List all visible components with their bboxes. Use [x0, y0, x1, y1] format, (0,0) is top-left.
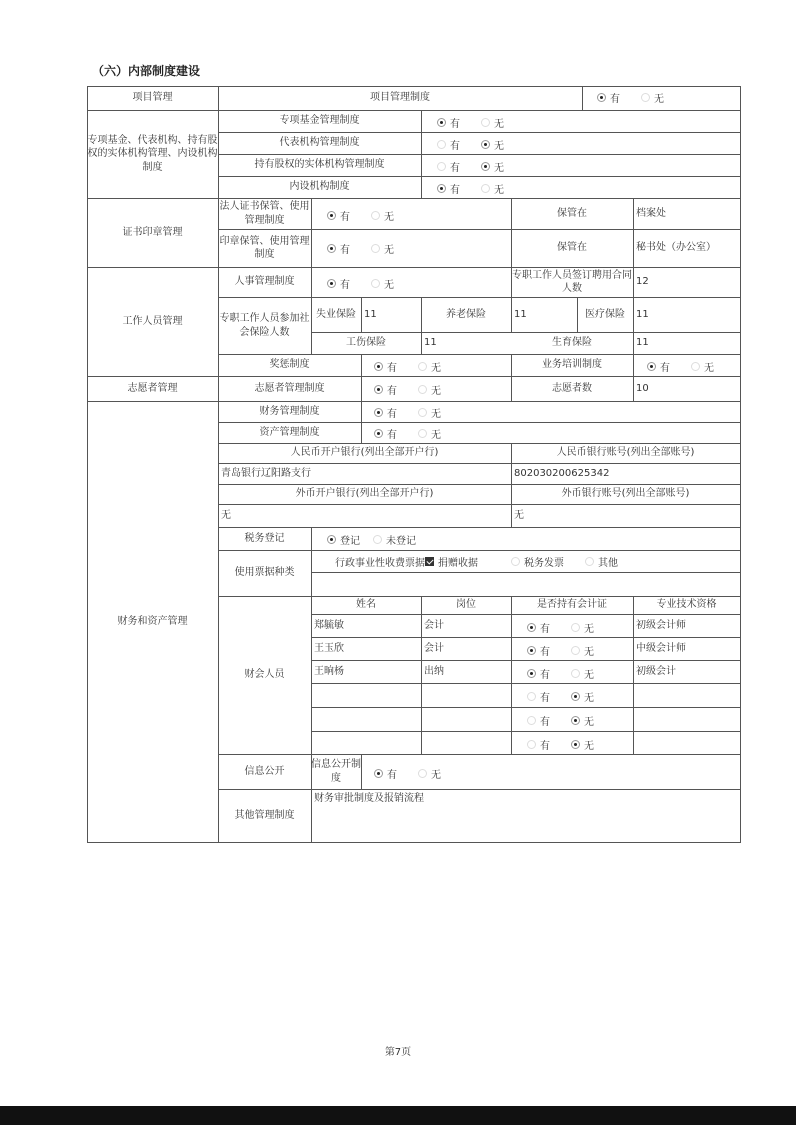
volunteer-count-label: [511, 376, 633, 401]
radio-label: 有: [450, 119, 460, 130]
radio-selected-icon: [327, 279, 336, 288]
volunteer-count-value-text: 10: [636, 382, 649, 394]
radio-label: 无: [494, 163, 504, 174]
volunteer-count-label-text: 志愿者数: [552, 382, 592, 394]
acct-header-2: [511, 596, 633, 614]
hr-system-yes[interactable]: [327, 276, 350, 291]
radio-unselected-icon: [527, 740, 536, 749]
radio-unselected-icon: [571, 623, 580, 632]
accountant-4-certificate-yes[interactable]: [527, 713, 550, 728]
radio-label: 有: [540, 717, 550, 728]
special-fund-label-text: 专项基金、代表机构、持有股权的实体机构管理、内设机构制度: [87, 134, 218, 173]
radio-label: 有: [610, 94, 620, 105]
accountant-5-certificate-no[interactable]: [571, 737, 594, 752]
rmb-bank-value: [218, 463, 514, 484]
asset-system-label: [218, 422, 361, 443]
radio-label: 无: [584, 646, 594, 658]
special-row-0-no[interactable]: [481, 115, 504, 130]
radio-unselected-icon: [371, 211, 380, 220]
radio-label: 无: [384, 280, 394, 291]
reward-system-yes[interactable]: [374, 359, 397, 374]
seal-keeper-label-2: [511, 229, 633, 267]
radio-unselected-icon: [418, 362, 427, 371]
contract-count-value: [633, 267, 743, 297]
receipt-type-other[interactable]: [585, 554, 618, 569]
finance-system-label-text: 财务管理制度: [259, 405, 320, 417]
seal-keeper-label-1-text: 保管在: [557, 207, 587, 219]
rmb-account-value-text: 802030200625342: [514, 467, 610, 479]
fx-account-header-text: 外币银行账号(列出全部账号): [561, 488, 690, 500]
receipt-type-label: 税务发票: [524, 558, 564, 569]
maternity-value-text: 11: [636, 337, 649, 349]
disclosure-system-no[interactable]: [418, 766, 441, 781]
maternity-value: [633, 332, 743, 354]
table-rule: [311, 731, 741, 732]
unemployment-label-text: 失业保险: [316, 308, 356, 320]
radio-selected-icon: [527, 646, 536, 655]
radio-label: 无: [584, 717, 594, 728]
radio-selected-icon: [374, 769, 383, 778]
radio-unselected-icon: [527, 716, 536, 725]
radio-label: 无: [584, 693, 594, 704]
radio-label: 无: [704, 363, 714, 374]
accountant-4-certificate-no[interactable]: [571, 713, 594, 728]
finance-system-no[interactable]: [418, 405, 441, 420]
reward-system-label: [218, 354, 361, 376]
accountants-label: [218, 596, 311, 754]
radio-label: 有: [540, 623, 550, 635]
staff-management-label-text: 工作人员管理: [122, 315, 183, 327]
project-management-label: [87, 86, 218, 110]
radio-selected-icon: [374, 385, 383, 394]
accountant-2-certificate-no[interactable]: [571, 666, 594, 681]
radio-selected-icon: [437, 184, 446, 193]
training-system-label-text: 业务培训制度: [542, 359, 602, 371]
other-systems-value-text: 财务审批制度及报销流程: [314, 793, 424, 804]
radio-label: 有: [660, 363, 670, 374]
training-system-yes[interactable]: [647, 359, 670, 374]
insured-count-label: [218, 297, 311, 354]
special-row-3-label-text: 内设机构制度: [289, 181, 350, 193]
accountant-2-certificate-yes[interactable]: [527, 666, 550, 681]
project-management-label-text: 项目管理: [132, 92, 173, 104]
accountant-2-post: [421, 660, 514, 683]
radio-label: 有: [340, 280, 350, 291]
tax-registration-label: [218, 527, 311, 550]
special-row-1-no[interactable]: [481, 137, 504, 152]
radio-selected-icon: [527, 669, 536, 678]
internal-system-table: [87, 86, 740, 842]
special-row-3-no[interactable]: [481, 181, 504, 196]
radio-label: 有: [540, 669, 550, 681]
radio-unselected-icon: [437, 140, 446, 149]
special-row-3-label: [218, 176, 421, 198]
seal-keeper-value-1-text: 档案处: [636, 207, 666, 219]
disclosure-system-label: [311, 754, 361, 789]
radio-unselected-icon: [641, 93, 650, 102]
receipt-types-label-text: 使用票据种类: [234, 567, 295, 579]
checkbox-unchecked-icon: [511, 557, 520, 566]
acct-header-0-text: 姓名: [356, 599, 376, 611]
pension-value: [511, 297, 580, 332]
radio-label: 有: [387, 430, 397, 441]
pension-label: [421, 297, 511, 332]
accountant-5-certificate-yes[interactable]: [527, 737, 550, 752]
radio-unselected-icon: [418, 385, 427, 394]
training-system-label: [511, 354, 633, 376]
tax-unregistered[interactable]: [373, 532, 416, 547]
table-rule: [311, 707, 741, 708]
asset-system-no[interactable]: [418, 426, 441, 441]
accountant-0-certificate-yes[interactable]: [527, 620, 550, 635]
radio-selected-icon: [374, 408, 383, 417]
radio-unselected-icon: [481, 118, 490, 127]
accountant-0-name: [311, 614, 424, 637]
special-row-2-no[interactable]: [481, 159, 504, 174]
radio-unselected-icon: [418, 429, 427, 438]
radio-label: 有: [387, 409, 397, 420]
special-row-0-label: [218, 110, 421, 132]
rmb-bank-header: [218, 443, 511, 463]
radio-label: 未登记: [386, 536, 416, 547]
acct-header-1-text: 岗位: [456, 599, 476, 611]
radio-label: 登记: [340, 536, 360, 547]
other-systems-label-text: 其他管理制度: [234, 809, 295, 821]
injury-value: [421, 332, 514, 354]
radio-label: 无: [494, 141, 504, 152]
seal-row2-yes[interactable]: [327, 241, 350, 256]
injury-label: [311, 332, 421, 354]
table-rule: [311, 572, 741, 573]
project-system-no[interactable]: [641, 90, 664, 105]
special-fund-label: [87, 110, 218, 198]
table-rule: [311, 198, 312, 268]
accountant-2-post-text: 出纳: [424, 665, 444, 677]
accountant-1-certificate-yes[interactable]: [527, 643, 550, 658]
receipt-type-label: 其他: [598, 558, 618, 569]
scan-border: [0, 1106, 796, 1125]
reward-system-label-text: 奖惩制度: [269, 359, 310, 371]
tax-registration-label-text: 税务登记: [244, 532, 285, 544]
seal-row1-label-text: 法人证书保管、使用管理制度: [219, 201, 310, 226]
medical-label-text: 医疗保险: [585, 308, 625, 320]
radio-unselected-icon: [481, 184, 490, 193]
accountant-1-name: [311, 637, 424, 660]
table-rule: [361, 376, 362, 402]
accountant-2-title: [633, 660, 743, 683]
radio-label: 无: [584, 740, 594, 752]
table-rule: [421, 110, 422, 199]
receipt-type-label: 行政事业性收费票据: [335, 558, 425, 569]
maternity-label-text: 生育保险: [552, 337, 592, 349]
fx-account-header: [511, 484, 740, 504]
radio-label: 有: [387, 770, 397, 781]
seal-keeper-label-2-text: 保管在: [557, 242, 587, 254]
disclosure-system-label-text: 信息公开制度: [311, 759, 361, 784]
acct-header-2-text: 是否持有会计证: [537, 599, 607, 611]
training-system-no[interactable]: [691, 359, 714, 374]
maternity-label: [511, 332, 633, 354]
tax-registered[interactable]: [327, 532, 360, 547]
reward-system-no[interactable]: [418, 359, 441, 374]
acct-header-1: [421, 596, 511, 614]
seal-keeper-value-2: [633, 229, 743, 267]
volunteer-system-label: [218, 376, 361, 401]
special-row-2-label: [218, 154, 421, 176]
volunteer-management-label-text: 志愿者管理: [127, 382, 178, 394]
radio-unselected-icon: [691, 362, 700, 371]
accountant-3-certificate-no[interactable]: [571, 689, 594, 704]
radio-selected-icon: [327, 211, 336, 220]
seal-keeper-label-1: [511, 198, 633, 229]
receipt-types-label: [218, 550, 311, 596]
radio-unselected-icon: [527, 692, 536, 701]
radio-selected-icon: [437, 118, 446, 127]
radio-selected-icon: [327, 244, 336, 253]
asset-system-yes[interactable]: [374, 426, 397, 441]
radio-label: 无: [584, 669, 594, 681]
radio-label: 有: [340, 212, 350, 223]
volunteer-system-no[interactable]: [418, 382, 441, 397]
fx-bank-header-text: 外币开户银行(列出全部开户行): [295, 488, 434, 500]
insured-count-label-text: 专职工作人员参加社会保险人数: [219, 313, 310, 338]
finance-management-label: [87, 401, 218, 842]
radio-label: 有: [450, 185, 460, 196]
special-row-0-label-text: 专项基金管理制度: [279, 115, 360, 127]
accountant-1-title: [633, 637, 743, 660]
other-systems-label: [218, 789, 311, 842]
finance-management-label-text: 财务和资产管理: [117, 615, 188, 627]
radio-unselected-icon: [571, 646, 580, 655]
accountant-1-title-text: 中级会计师: [636, 642, 686, 654]
receipt-type-donation[interactable]: [425, 554, 478, 569]
injury-label-text: 工伤保险: [346, 337, 386, 349]
table-rule: [361, 401, 362, 444]
injury-value-text: 11: [424, 337, 437, 349]
radio-unselected-icon: [373, 535, 382, 544]
fx-bank-value-text: 无: [221, 509, 231, 521]
finance-system-yes[interactable]: [374, 405, 397, 420]
medical-value: [633, 297, 743, 332]
hr-system-label: [218, 267, 311, 297]
checkbox-unchecked-icon: [585, 557, 594, 566]
accountant-2-name: [311, 660, 424, 683]
seal-row2-label: [218, 229, 311, 267]
radio-label: 无: [384, 245, 394, 256]
special-row-1-label: [218, 132, 421, 154]
unemployment-value-text: 11: [364, 308, 377, 320]
radio-selected-icon: [571, 716, 580, 725]
receipt-type-tax[interactable]: [511, 554, 564, 569]
rmb-account-value: [511, 463, 743, 484]
rmb-bank-value-text: 青岛银行辽阳路支行: [221, 467, 311, 479]
radio-selected-icon: [374, 362, 383, 371]
radio-label: 无: [431, 770, 441, 781]
radio-unselected-icon: [418, 408, 427, 417]
unemployment-label: [311, 297, 361, 332]
radio-selected-icon: [481, 140, 490, 149]
disclosure-label-text: 信息公开: [244, 765, 285, 777]
acct-header-3: [633, 596, 740, 614]
fx-account-value-text: 无: [514, 509, 524, 521]
hr-system-label-text: 人事管理制度: [234, 276, 295, 288]
contract-count-value-text: 12: [636, 276, 649, 288]
accountants-label-text: 财会人员: [244, 669, 285, 681]
acct-header-0: [311, 596, 421, 614]
radio-label: 无: [431, 409, 441, 420]
unemployment-value: [361, 297, 424, 332]
accountant-1-post: [421, 637, 514, 660]
rmb-bank-header-text: 人民币开户银行(列出全部开户行): [290, 447, 439, 459]
volunteer-management-label: [87, 376, 218, 401]
seal-row2-label-text: 印章保管、使用管理制度: [219, 235, 310, 260]
pension-value-text: 11: [514, 308, 527, 320]
table-rule: [582, 86, 583, 111]
asset-system-label-text: 资产管理制度: [259, 426, 320, 438]
radio-label: 有: [387, 386, 397, 397]
receipt-type-label: 捐赠收据: [438, 558, 478, 569]
radio-label: 有: [387, 363, 397, 374]
seal-keeper-value-1: [633, 198, 743, 229]
seal-row1-yes[interactable]: [327, 208, 350, 223]
finance-system-label: [218, 401, 361, 422]
accountant-1-post-text: 会计: [424, 642, 444, 654]
medical-label: [577, 297, 633, 332]
special-row-1-label-text: 代表机构管理制度: [279, 137, 360, 149]
table-rule: [361, 754, 362, 790]
project-system-label-text: 项目管理制度: [370, 92, 430, 104]
radio-label: 有: [450, 163, 460, 174]
seal-management-label: [87, 198, 218, 267]
hr-system-no[interactable]: [371, 276, 394, 291]
checkbox-checked-icon: [425, 557, 434, 566]
radio-label: 无: [494, 185, 504, 196]
radio-selected-icon: [481, 162, 490, 171]
accountant-3-certificate-yes[interactable]: [527, 689, 550, 704]
project-system-label: [218, 86, 582, 110]
radio-label: 无: [431, 363, 441, 374]
radio-label: 有: [540, 693, 550, 704]
accountant-0-title: [633, 614, 743, 637]
table-rule: [633, 354, 634, 377]
radio-label: 有: [540, 740, 550, 752]
fx-bank-value: [218, 504, 514, 527]
radio-label: 有: [450, 141, 460, 152]
accountant-2-name-text: 王晌杨: [314, 665, 344, 677]
staff-management-label: [87, 267, 218, 376]
radio-label: 有: [540, 646, 550, 658]
radio-selected-icon: [597, 93, 606, 102]
radio-label: 无: [654, 94, 664, 105]
radio-unselected-icon: [571, 669, 580, 678]
acct-header-3-text: 专业技术资格: [656, 599, 717, 611]
radio-label: 无: [584, 623, 594, 635]
seal-row1-no[interactable]: [371, 208, 394, 223]
accountant-0-post-text: 会计: [424, 619, 444, 631]
radio-label: 无: [494, 119, 504, 130]
table-rule: [311, 683, 741, 684]
medical-value-text: 11: [636, 308, 649, 320]
special-row-3-yes[interactable]: [437, 181, 460, 196]
accountant-0-name-text: 郑毓敏: [314, 619, 344, 631]
radio-label: 无: [431, 386, 441, 397]
seal-row2-no[interactable]: [371, 241, 394, 256]
radio-selected-icon: [647, 362, 656, 371]
volunteer-system-yes[interactable]: [374, 382, 397, 397]
accountant-1-name-text: 王玉欣: [314, 642, 344, 654]
radio-selected-icon: [374, 429, 383, 438]
volunteer-system-label-text: 志愿者管理制度: [254, 382, 325, 394]
contract-count-label-text: 专职工作人员签订聘用合同人数: [512, 269, 632, 294]
disclosure-system-yes[interactable]: [374, 766, 397, 781]
accountant-0-title-text: 初级会计师: [636, 619, 686, 631]
accountant-1-certificate-no[interactable]: [571, 643, 594, 658]
page-number: 第7页: [384, 1047, 412, 1058]
accountant-0-certificate-no[interactable]: [571, 620, 594, 635]
radio-selected-icon: [327, 535, 336, 544]
radio-label: 无: [384, 212, 394, 223]
seal-row1-label: [218, 198, 311, 229]
radio-selected-icon: [571, 740, 580, 749]
fx-bank-header: [218, 484, 511, 504]
special-row-2-label-text: 持有股权的实体机构管理制度: [254, 159, 385, 171]
special-row-2-yes[interactable]: [437, 159, 460, 174]
seal-management-label-text: 证书印章管理: [122, 226, 183, 238]
radio-unselected-icon: [418, 769, 427, 778]
receipt-type-admin[interactable]: [335, 554, 425, 569]
radio-unselected-icon: [371, 244, 380, 253]
other-systems-value: [311, 789, 743, 845]
radio-selected-icon: [527, 623, 536, 632]
accountant-2-title-text: 初级会计: [636, 665, 676, 677]
radio-unselected-icon: [437, 162, 446, 171]
seal-keeper-value-2-text: 秘书处（办公室）: [636, 242, 716, 254]
rmb-account-header: [511, 443, 740, 463]
volunteer-count-value: [633, 376, 743, 401]
radio-label: 有: [340, 245, 350, 256]
special-row-1-yes[interactable]: [437, 137, 460, 152]
special-row-0-yes[interactable]: [437, 115, 460, 130]
radio-selected-icon: [571, 692, 580, 701]
contract-count-label: [511, 267, 633, 297]
fx-account-value: [511, 504, 743, 527]
accountant-0-post: [421, 614, 514, 637]
pension-label-text: 养老保险: [446, 308, 486, 320]
disclosure-label: [218, 754, 311, 789]
radio-unselected-icon: [371, 279, 380, 288]
radio-label: 无: [431, 430, 441, 441]
table-rule: [361, 354, 362, 377]
section-title: （六）内部制度建设: [92, 64, 201, 78]
project-system-yes[interactable]: [597, 90, 620, 105]
rmb-account-header-text: 人民币银行账号(列出全部账号): [556, 447, 695, 459]
